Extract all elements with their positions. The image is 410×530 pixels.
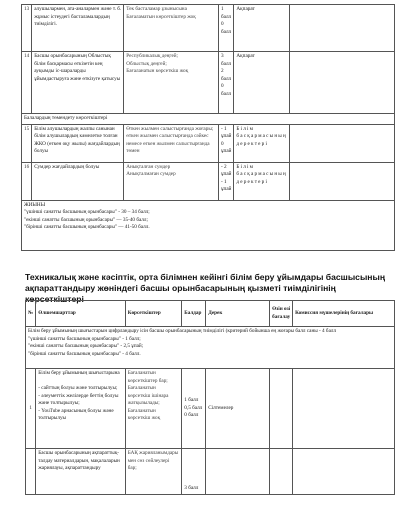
- data-cell: Білім басқармасының деректері: [234, 124, 290, 162]
- row-number: 14: [22, 52, 32, 114]
- table-row: [22, 52, 395, 114]
- points-cell: - 2 ұпай - 1 ұпай: [218, 162, 233, 200]
- section-note: Балалардың төмендету көрсеткіштері: [22, 114, 395, 125]
- criterion-cell: алушылармен, ата-аналармен және т. б. жұмыс істеудегі басталамалардың тиімділігі.: [32, 5, 124, 52]
- points-cell: - 1 ұпай 0 ұпай: [218, 124, 233, 162]
- row-number: [26, 449, 36, 495]
- criteria-table-part1: [21, 4, 395, 251]
- data-cell: Ақпарат: [234, 52, 290, 114]
- table-row: [22, 5, 395, 52]
- totals-row: [22, 200, 395, 250]
- empty-cell: [289, 5, 394, 52]
- criterion-cell: Сумдер жағдайлардың болуы: [32, 162, 124, 200]
- data-cell: [206, 449, 270, 495]
- empty-cell: [293, 449, 395, 495]
- row-number: 16: [22, 162, 32, 200]
- empty-cell: [293, 369, 395, 449]
- col-header-commission: Комиссия мүшелерінің бағалары: [293, 301, 395, 327]
- points-cell: 1 балл 0 балл: [218, 5, 233, 52]
- table-row: [22, 162, 395, 200]
- col-header-self-assessment: Өзін өзі бағалау: [270, 301, 293, 327]
- table-row: [22, 124, 395, 162]
- points-cell: 1 балл 0,5 балл 0 балл: [182, 369, 206, 449]
- intro-text: Білім беру ұйымының шығыстарын цифрландыру ісін басшы орынбасарының тиімділігі (критерий бойынша ең жоғары балл саны - 4 балл "үшінші санатты басшының орынбасары" - 1 балл; "екінші санатты басшының орынбасары" - 2,5 ұпай; "бірінші санатты басшының орынбасары" - 4 балл.: [26, 327, 395, 369]
- empty-cell: [289, 52, 394, 114]
- section-note-row: [22, 114, 395, 125]
- section-heading: Техникалық және кәсіптік, орта білімнен кейінгі білім беру ұйымдары басшысының ақпараттандыру жөніндегі басшы орынбасарының қызметі тиімділігінің көрсеткіштері: [25, 272, 386, 305]
- col-header-data: Дерек: [206, 301, 270, 327]
- row-number: 15: [22, 124, 32, 162]
- empty-cell: [270, 449, 293, 495]
- indicator-cell: Республикалық деңгей; Облыстық деңгей; Бағаланатын көрсеткіш жоқ: [124, 52, 219, 114]
- indicator-cell: Өткен жылмен салыстырғанда жоғары; өткен жылмен салыстырғанда сәйкес немесе өткен жылмен салыстырғанда төмен: [124, 124, 219, 162]
- intro-row: [26, 327, 395, 369]
- indicator-cell: Тек басталамар ұзынысына Бағаламатын көрсеткіштер жоқ: [124, 5, 219, 52]
- totals-text: ЖИЫНЫ "үшінші санатты басшының орынбасары" - 30 – 34 балл; "екінші санатты басшының орынбасары" — 35-40 балл; "бірінші санатты басшының орынбасары" — 41-50 балл.: [22, 200, 395, 250]
- points-cell: 3 балл 2 балл 0 балл: [218, 52, 233, 114]
- row-number: 1: [26, 369, 36, 449]
- table-row: [26, 449, 395, 495]
- data-cell: Сілтемелер: [206, 369, 270, 449]
- indicator-cell: БАҚ жарияланымдары мен сөз сөйлеулері бар;: [125, 449, 182, 495]
- table-row: [26, 369, 395, 449]
- col-header-num: №: [26, 301, 36, 327]
- empty-cell: [289, 162, 394, 200]
- empty-cell: [270, 369, 293, 449]
- row-number: 13: [22, 5, 32, 52]
- indicator-cell: Бағаланатын көрсеткіштер бар; Бағаланатын көрсеткіш ішінара жатқызылады; Бағаланатын көрсеткіш жоқ: [125, 369, 182, 449]
- criterion-cell: Білім алушылардың жалпы санынан білім алушылардың кәмелетке толған ЖКО (өткен оқу жылы) жағдайлардың болуы: [32, 124, 124, 162]
- col-header-indicators: Көрсеткіштер: [125, 301, 182, 327]
- criterion-cell: Басшы орынбасарының ақпараттық-талдау материалдарын, мақалаларын жариялауы, ақпараттандыру: [36, 449, 125, 495]
- data-cell: Білім басқармасының деректері: [234, 162, 290, 200]
- empty-cell: [289, 124, 394, 162]
- criteria-table-part2: [25, 300, 395, 495]
- col-header-points: Балдар: [182, 301, 206, 327]
- criterion-cell: Білім беру ұйымының шығыстарына - сайттың болуы және толтырылуы; - әлеуметтік желілерде беттің болуы және толтырылуы; - YouTube арнасының болуы және толтырылуы: [36, 369, 125, 449]
- data-cell: Ақпарат: [234, 5, 290, 52]
- criterion-cell: Басшы орынбасарының Облыстық білім басқармасы өткізетін кең ауқымды іс-шараларды ұйымдастыруға және өткізуге қатысуы: [32, 52, 124, 114]
- col-header-criteria: Өлшемшарттар: [36, 301, 125, 327]
- table-header-row: [26, 301, 395, 327]
- points-cell: 3 балл: [182, 449, 206, 495]
- indicator-cell: Анықталған сумдер Анықталмаған сумдер: [124, 162, 219, 200]
